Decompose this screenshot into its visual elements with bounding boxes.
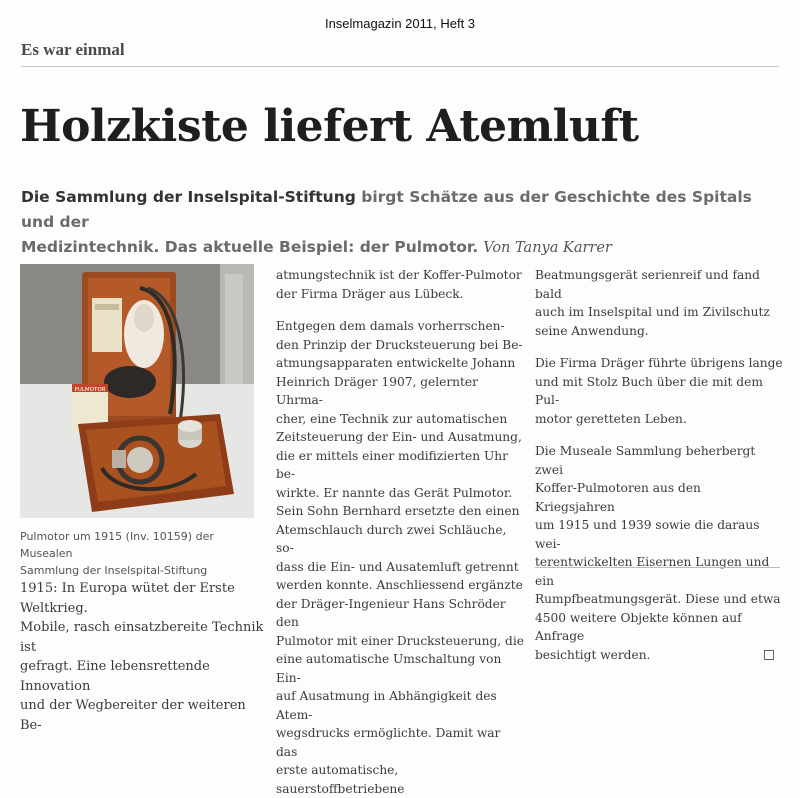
- lead-part1: Die Sammlung der Inselspital-Stiftung: [21, 188, 356, 206]
- article-lead: [21, 185, 781, 261]
- lead-part2: birgt Schätze aus der Geschichte des Spitals und der: [21, 188, 752, 231]
- publication-header: Inselmagazin 2011, Heft 3: [324, 16, 476, 31]
- column-1: [20, 579, 265, 735]
- col2-line: werden konnte. Anschliessend ergänzte: [276, 578, 523, 592]
- pulmotor-label-text: PULMOTOR: [74, 387, 106, 393]
- col2-line: atmungsapparaten entwickelte Johann: [276, 356, 516, 370]
- col2-line: Zeitsteuerung der Ein- und Ausatmung,: [276, 430, 522, 444]
- col1-line: 1915: In Europa wütet der Erste Weltkrieg.: [20, 581, 235, 616]
- col2-line: Heinrich Dräger 1907, gelernter Uhrma-: [276, 374, 478, 407]
- col2-line: Atemschlauch durch zwei Schläuche, so-: [276, 522, 507, 555]
- col1-line: und der Wegbereiter der weiteren Be-: [20, 698, 246, 733]
- col2-line: dass die Ein- und Ausatemluft getrennt: [276, 559, 519, 574]
- col3-line: Beatmungsgerät serienreif und fand bald: [535, 268, 760, 301]
- col3-line: Die Firma Dräger führte übrigens lange: [535, 356, 783, 370]
- lead-part3: Medizintechnik. Das aktuelle Beispiel: der Pulmotor.: [21, 238, 479, 256]
- col2-line: wirkte. Er nannte das Gerät Pulmotor.: [276, 485, 513, 500]
- col3-line: Die Museale Sammlung beherbergt zwei: [535, 444, 756, 477]
- col2-line: cher, eine Technik zur automatischen: [276, 411, 508, 426]
- col3-line: besichtigt werden.: [535, 647, 651, 662]
- col2-line: die er mittels einer modifizierten Uhr be-: [276, 448, 508, 481]
- col3-line: Koffer-Pulmotoren aus den Kriegsjahren: [535, 481, 701, 514]
- col2-line: den Prinzip der Drucksteuerung bei Be-: [276, 337, 523, 352]
- col2-line: eine automatische Umschaltung von Ein-: [276, 652, 502, 685]
- article-headline: Holzkiste liefert Atemluft: [20, 101, 639, 152]
- col2-line: wegsdrucks ermöglichte. Damit war das: [276, 726, 501, 759]
- col2-line: atmungstechnik ist der Koffer-Pulmotor: [276, 268, 522, 282]
- col2-line: auf Ausatmung in Abhängigkeit des Atem-: [276, 689, 497, 722]
- col3-line: motor geretteten Leben.: [535, 411, 687, 426]
- column-2: [276, 266, 524, 798]
- col2-line: Pulmotor mit einer Drucksteuerung, die: [276, 633, 524, 648]
- photo-caption: [20, 528, 260, 579]
- col3-line: 4500 weitere Objekte können auf Anfrage: [535, 610, 742, 643]
- col1-line: Mobile, rasch einsatzbereite Technik ist: [20, 620, 264, 655]
- col3-last-line: [535, 646, 783, 665]
- caption-line-1: Pulmotor um 1915 (Inv. 10159) der Musealen: [20, 530, 214, 560]
- column-3-divider: [535, 567, 780, 568]
- byline: Von Tanya Karrer: [483, 240, 612, 256]
- col3-line: auch im Inselspital und im Zivilschutz: [535, 305, 770, 319]
- col1-line: gefragt. Eine lebensrettende Innovation: [20, 659, 210, 694]
- column-3: [535, 266, 783, 664]
- col3-line: um 1915 und 1939 sowie die daraus wei-: [535, 518, 760, 551]
- col3-line: Rumpfbeatmungsgerät. Diese und etwa: [535, 592, 781, 606]
- col2-line: der Firma Dräger aus Lübeck.: [276, 286, 464, 301]
- col2-line: der Dräger-Ingenieur Hans Schröder den: [276, 596, 506, 629]
- section-kicker: Es war einmal: [21, 40, 125, 59]
- col2-line: erste automatische, sauerstoffbetriebene: [276, 763, 405, 796]
- pulmotor-photo: [20, 264, 254, 518]
- kicker-divider: [21, 66, 779, 67]
- pulmotor-illustration: [20, 264, 254, 518]
- col3-line: terentwickelten Eisernen Lungen und ein: [535, 555, 770, 588]
- col3-line: und mit Stolz Buch über die mit dem Pul-: [535, 374, 763, 407]
- col2-line: Sein Sohn Bernhard ersetzte den einen: [276, 504, 520, 518]
- col2-line: Entgegen dem damals vorherrschen-: [276, 319, 505, 333]
- caption-line-2: Sammlung der Inselspital-Stiftung: [20, 564, 208, 577]
- end-of-article-icon: [764, 650, 774, 660]
- col3-line: seine Anwendung.: [535, 323, 649, 338]
